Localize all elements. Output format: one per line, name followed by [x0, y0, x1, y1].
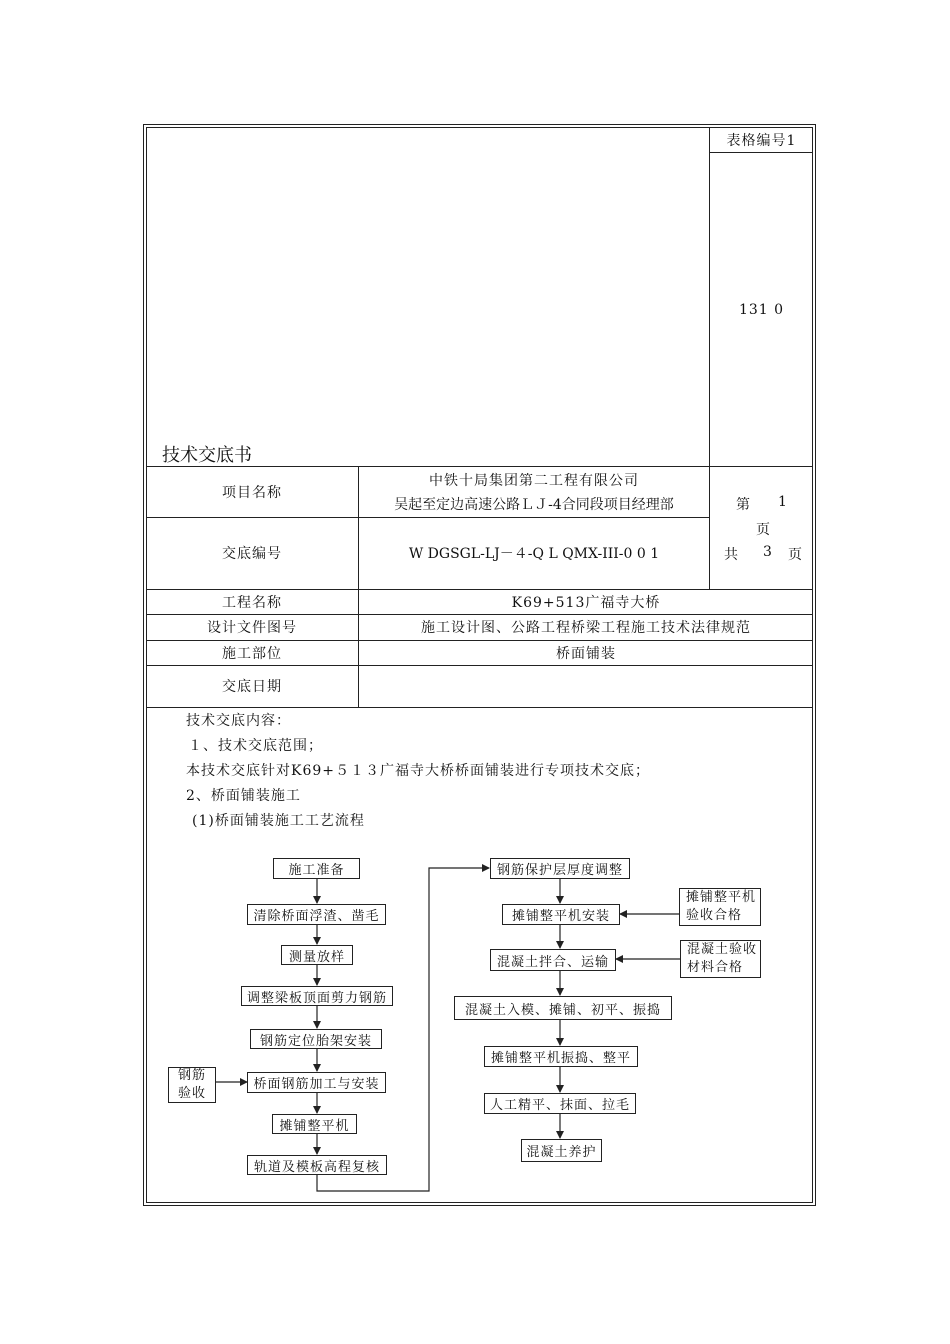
- engineering-name-value: K69+513广福寺大桥: [511, 594, 661, 611]
- flow-step-paver-install: 摊铺整平机安装: [502, 904, 620, 925]
- flow-step-elevation-check: 轨道及模板高程复核: [247, 1155, 387, 1175]
- flow-step-survey: 测量放样: [281, 945, 353, 965]
- flow-side-concrete-check: [680, 940, 761, 978]
- engineering-name-label: 工程名称: [222, 594, 282, 611]
- page-total: 3: [763, 544, 772, 560]
- page-label-gong: 共: [724, 547, 738, 563]
- design-file-label: 设计文件图号: [207, 620, 297, 636]
- flow-step-prep: 施工准备: [273, 858, 360, 879]
- flow-step-jig: 钢筋定位胎架安装: [250, 1029, 382, 1049]
- design-file-value: 施工设计图、公路工程桥梁工程施工技术法律规范: [421, 620, 751, 636]
- flow-step-cover-adjust: 钢筋保护层厚度调整: [490, 858, 630, 879]
- construction-part-label: 施工部位: [222, 645, 282, 662]
- flow-side-rebar-check: [168, 1067, 216, 1103]
- flow-step-adjust-rebar: 调整梁板顶面剪力钢筋: [241, 986, 393, 1006]
- project-name-label: 项目名称: [222, 484, 282, 501]
- flow-side-concrete-check-line2: 材料合格: [687, 960, 744, 975]
- content-item2-sub: (1)桥面铺装施工工艺流程: [192, 813, 365, 829]
- flow-side-rebar-check-text: [178, 1067, 206, 1103]
- form-number-value: 131 0: [738, 302, 785, 318]
- flow-side-paver-check-line2: 验收合格: [686, 908, 743, 923]
- content-heading: 技术交底内容：: [186, 713, 291, 729]
- form-number-label: 表格编号1: [726, 132, 797, 149]
- flow-side-paver-check-text: [686, 889, 756, 925]
- flow-step-finishing: 人工精平、抹面、拉毛: [484, 1093, 636, 1114]
- document-title: 技术交底书: [162, 445, 252, 466]
- page-label-ye: 页: [756, 522, 770, 538]
- flow-step-pouring: 混凝土入模、摊铺、初平、振捣: [454, 996, 672, 1020]
- page-number: 1: [778, 494, 787, 510]
- flow-side-concrete-check-text: [687, 941, 757, 977]
- content-item1-text: 本技术交底针对K69+５１３广福寺大桥桥面铺装进行专项技术交底；: [186, 763, 651, 779]
- project-name-line1: 中铁十局集团第二工程有限公司: [429, 473, 639, 489]
- content-item1: １、技术交底范围；: [188, 738, 323, 754]
- date-label: 交底日期: [222, 679, 282, 695]
- flow-step-clean: 清除桥面浮渣、凿毛: [247, 904, 386, 925]
- project-name-line2: 吴起至定边高速公路ＬＪ-4合同段项目经理部: [394, 497, 674, 513]
- flow-step-concrete-mix: 混凝土拌合、运输: [490, 949, 616, 971]
- flow-side-paver-check: [679, 888, 761, 926]
- construction-part-value: 桥面铺装: [556, 645, 616, 662]
- code-label: 交底编号: [222, 546, 282, 562]
- flow-side-rebar-check-line2: 验收: [177, 1086, 206, 1101]
- flow-side-concrete-check-line1: 混凝土验收: [687, 942, 758, 957]
- page-label-di: 第: [736, 497, 750, 513]
- flow-step-rebar-install: 桥面钢筋加工与安装: [247, 1072, 386, 1093]
- flow-side-paver-check-line1: 摊铺整平机: [686, 890, 757, 905]
- flow-step-vibration: 摊铺整平机振捣、整平: [484, 1046, 638, 1067]
- flow-side-rebar-check-line1: 钢筋: [177, 1068, 206, 1083]
- flow-step-curing: 混凝土养护: [521, 1139, 602, 1162]
- content-item2: 2、桥面铺装施工: [186, 788, 301, 804]
- page-label-ye2: 页: [788, 547, 802, 563]
- flow-step-paver: 摊铺整平机: [272, 1114, 357, 1134]
- code-value: W DGSGL-LJ－４-Q L QMX-III-0 0 1: [408, 546, 660, 562]
